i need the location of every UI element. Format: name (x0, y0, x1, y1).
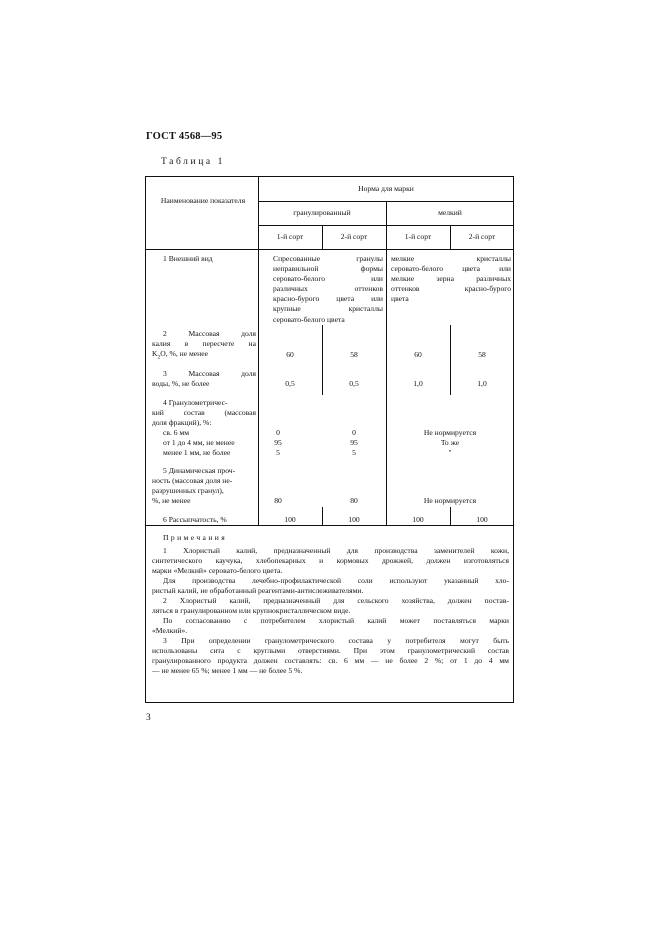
note-line: — не менее 65 %; менее 1 мм — не более 5 %. (152, 666, 303, 675)
grid-line (258, 201, 514, 202)
document-code: ГОСТ 4568—95 (146, 131, 223, 142)
value-cell: 5 (276, 448, 280, 457)
note-line: По согласованию с потребителем хлористый калий может поставляться марки (163, 616, 509, 625)
note-line: синтетического каучука, хлебопекарных и кормовых дрожжей, должен изготовляться (152, 556, 509, 565)
page-number: 3 (146, 713, 151, 723)
note-line: Для производства лечебно-профилактической соли используют указанный хло- (163, 576, 509, 585)
value-cell: 0 (352, 428, 356, 437)
row-label-friability: 6 Рассыпчатость, % (163, 515, 227, 524)
value-cell: 1,0 (477, 379, 487, 388)
value-cell: 100 (412, 515, 424, 524)
grid-line (146, 249, 514, 250)
value-cell: 95 (350, 438, 358, 447)
note-line: 1 Хлористый калий, предназначенный для производства заменителей кожи, (163, 546, 509, 555)
header-grade-1: 1-й сорт (404, 232, 432, 241)
row-label-appearance: 1 Внешний вид (163, 254, 213, 263)
grid-line (258, 225, 514, 226)
header-brand-fine: мелкий (438, 208, 462, 217)
value-cell: То же (440, 438, 460, 447)
row-label-granulometric: 4 Гранулометричес- кий состав (массовая доля фракций), %: св. 6 мм от 1 до 4 мм, не менее менее 1 мм, не более (152, 398, 256, 458)
value-cell: 100 (476, 515, 488, 524)
value-cell: 1,0 (413, 379, 423, 388)
appearance-granular-text: Спресованные гранулы неправильной формы серовато-белого или различных оттенков красно-бурого цвета или крупные кристаллы серовато-белого цвета (273, 254, 383, 324)
value-cell: Не нормируется (423, 428, 477, 437)
specification-table (145, 176, 514, 526)
note-line: 3 При определении гранулометрического состава у потребителя могут быть (163, 636, 509, 645)
header-indicator: Наименование показателя (160, 196, 246, 205)
note-line: «Мелкий». (152, 626, 188, 635)
header-brand-granular: гранулированный (293, 208, 351, 217)
row-label-potassium: 2 Массовая доля калия в пересчете на $K_2O$, %, не менее (152, 329, 256, 361)
notes-box (145, 526, 514, 703)
value-cell: 0 (276, 428, 280, 437)
value-cell: 0,5 (349, 379, 359, 388)
value-cell: 100 (348, 515, 360, 524)
note-line: ляться в гранулированном или крупнокристаллическом виде. (152, 606, 351, 615)
note-line: гранулированного продукта должен составлять: св. 6 мм — не более 2 %; от 1 до 4 мм (152, 656, 509, 665)
value-cell: 58 (350, 350, 358, 359)
value-cell: 95 (274, 438, 282, 447)
note-line: марки «Мелкий» серовато-белого цвета. (152, 566, 283, 575)
appearance-fine-text: мелкие кристаллы серовато-белого цвета или мелкие зерна различных оттенков красно-бурого цвета (391, 254, 511, 304)
value-cell: 60 (286, 350, 294, 359)
header-norm: Норма для марки (358, 184, 414, 193)
value-cell: 0,5 (285, 379, 295, 388)
notes-title: Примечания (163, 533, 228, 542)
value-cell: 58 (478, 350, 486, 359)
note-line: ристый калий, не обработанный реагентами-антислеживателями. (152, 586, 364, 595)
value-cell: 5 (352, 448, 356, 457)
note-line: использованы сита с круглыми отверстиями. При этом гранулометрический состав (152, 646, 509, 655)
note-line: 2 Хлористый калий, предназначенный для сельского хозяйства, должен постав- (163, 596, 509, 605)
value-cell: " (448, 448, 452, 457)
header-grade-1: 1-й сорт (276, 232, 304, 241)
value-cell: Не нормируется (423, 496, 477, 505)
header-grade-2: 2-й сорт (468, 232, 496, 241)
table-caption: Таблица 1 (161, 157, 226, 167)
row-label-strength: 5 Динамическая проч- ность (массовая доля не- разрушенных гранул), %, не менее (152, 466, 236, 506)
value-cell: 100 (284, 515, 296, 524)
row-label-water: 3 Массовая доля воды, %, не более (152, 369, 256, 389)
value-cell: 80 (350, 496, 358, 505)
value-cell: 80 (274, 496, 282, 505)
value-cell: 60 (414, 350, 422, 359)
header-grade-2: 2-й сорт (340, 232, 368, 241)
